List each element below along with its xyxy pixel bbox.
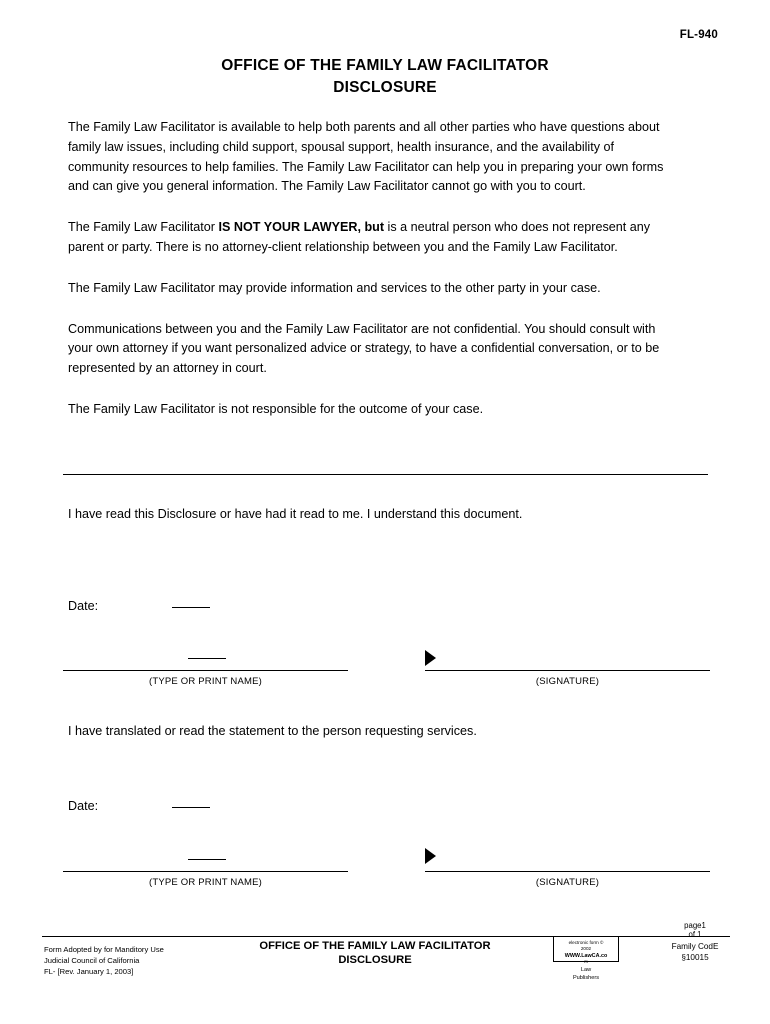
page-indicator-divider [648, 936, 730, 937]
date-rule-1 [172, 607, 210, 608]
stamp-line-1: electronic form © [568, 940, 604, 945]
paragraph-2-part-1: The Family Law Facilitator [68, 220, 219, 235]
print-name-caption-2: (TYPE OR PRINT NAME) [148, 877, 263, 888]
signature-line-2[interactable] [425, 871, 710, 872]
page-of-label: of 1 [688, 930, 702, 939]
signature-line-1[interactable] [425, 670, 710, 671]
title-line-2: DISCLOSURE [333, 79, 437, 96]
section-divider [63, 474, 708, 475]
signature-caption-2: (SIGNATURE) [535, 877, 600, 888]
translator-statement: I have translated or read the statement to the person requesting services. [68, 724, 477, 738]
date-field-2[interactable] [68, 798, 228, 815]
publisher-line-1: Law [580, 967, 592, 973]
publisher-name [553, 966, 619, 982]
statutory-reference [655, 941, 735, 963]
footer-title-line-2: DISCLOSURE [338, 954, 412, 966]
date-label-2: Date: [68, 799, 99, 813]
footer-adopted-line-3: FL- [Rev. January 1, 2003] [44, 967, 134, 976]
paragraph-2 [68, 218, 668, 258]
code-line-1: Family CodE [671, 942, 719, 951]
date-rule-2 [172, 807, 210, 808]
footer-adoption-note [44, 944, 164, 977]
paragraph-5: The Family Law Facilitator is not responsible for the outcome of your case. [68, 401, 484, 416]
page-label: page1 [684, 921, 706, 930]
paragraph-1: The Family Law Facilitator is available to help both parents and all other parties who have questions about family law issues, including child support, spousal support, health insurance, and the availability of community resources to help families. The Family Law Facilitator can help you in preparing your own forms and can give you general information. The Family Law Facilitator cannot go with you to court. [68, 120, 664, 194]
date-row-1 [68, 598, 228, 615]
name-short-rule-2 [188, 859, 226, 860]
stamp-line-3: m [584, 959, 588, 965]
arrow-icon-signature-2 [425, 848, 436, 864]
form-number: FL-940 [679, 29, 718, 41]
footer-adopted-line-1: Form Adopted by for Manditory Use [44, 945, 164, 954]
name-short-rule-1 [188, 658, 226, 659]
print-name-line-1[interactable] [63, 670, 348, 671]
acknowledgement-statement: I have read this Disclosure or have had it read to me. I understand this document. [68, 507, 523, 521]
date-field-1[interactable] [68, 598, 228, 615]
paragraph-2-part-2: is a neutral person who does not represent any parent or party. There is no attorney-client relationship between you and the Family Law Facilitator. [68, 220, 651, 254]
publisher-line-2: Publishers [572, 975, 600, 981]
date-row-2 [68, 798, 228, 815]
paragraph-3: The Family Law Facilitator may provide information and services to the other party in your case. [68, 280, 601, 295]
code-line-2: §10015 [681, 953, 709, 962]
page-title [0, 56, 770, 98]
date-label-1: Date: [68, 599, 99, 613]
stamp-url[interactable]: WWW.LawCA.co [564, 952, 608, 959]
paragraph-2-emphasis: IS NOT YOUR LAWYER, but [218, 220, 385, 235]
footer-adopted-line-2: Judicial Council of California [44, 956, 140, 965]
electronic-form-stamp [553, 936, 619, 965]
print-name-line-2[interactable] [63, 871, 348, 872]
arrow-icon-signature-1 [425, 650, 436, 666]
footer-title [215, 939, 535, 967]
footer-title-line-1: OFFICE OF THE FAMILY LAW FACILITATOR [259, 940, 491, 952]
print-name-caption-1: (TYPE OR PRINT NAME) [148, 676, 263, 687]
signature-caption-1: (SIGNATURE) [535, 676, 600, 687]
footer-divider [42, 936, 730, 937]
paragraph-4: Communications between you and the Family Law Facilitator are not confidential. You should consult with your own attorney if you want personalized advice or strategy, to have a confidential conversation, or to be represented by an attorney in court. [68, 321, 660, 376]
body-text [68, 118, 668, 441]
stamp-line-2: 2002 [580, 946, 592, 952]
title-line-1: OFFICE OF THE FAMILY LAW FACILITATOR [221, 57, 549, 74]
